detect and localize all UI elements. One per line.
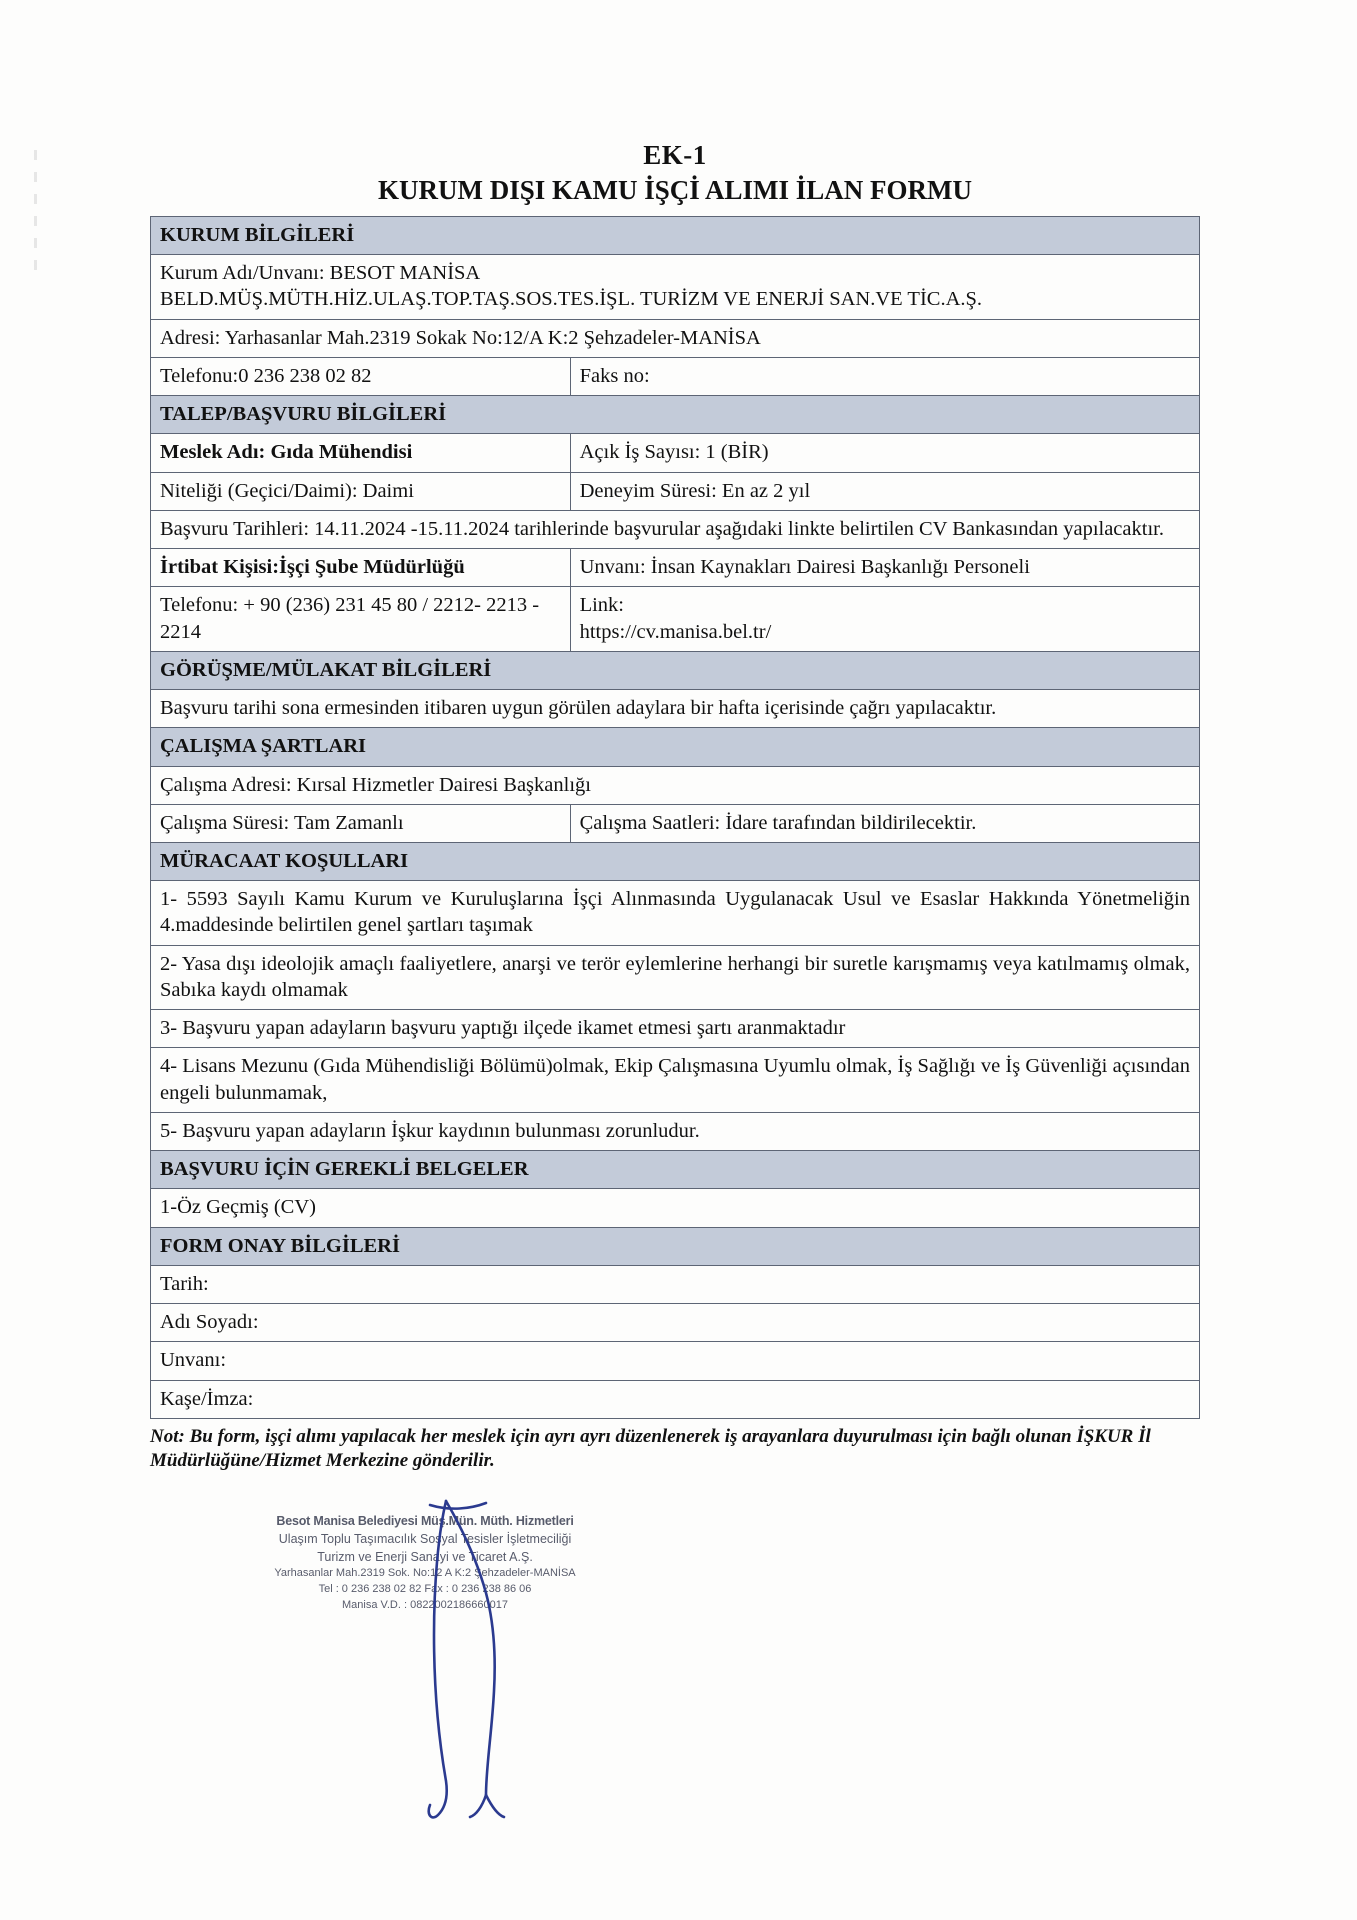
page-edge-marks xyxy=(34,150,37,270)
contact-person: İrtibat Kişisi:İşçi Şube Müdürlüğü xyxy=(151,549,571,587)
contact-person-title: Unvanı: İnsan Kaynakları Dairesi Başkanlığı Personeli xyxy=(570,549,1199,587)
section-header-interview: GÖRÜŞME/MÜLAKAT BİLGİLERİ xyxy=(151,651,1200,689)
table-row xyxy=(151,766,1200,804)
table-row xyxy=(151,1227,1200,1265)
interview-info: Başvuru tarihi sona ermesinden itibaren uygun görülen adaylara bir hafta içerisinde çağrı yapılacaktır. xyxy=(151,690,1200,728)
requirement-item: 5- Başvuru yapan adayların İşkur kaydının bulunması zorunludur. xyxy=(151,1112,1200,1150)
table-row xyxy=(151,1189,1200,1227)
work-hours: Çalışma Saatleri: İdare tarafından bildirilecektir. xyxy=(570,804,1199,842)
public-worker-recruitment-form xyxy=(150,216,1200,1419)
section-header-documents: BAŞVURU İÇİN GEREKLİ BELGELER xyxy=(151,1151,1200,1189)
table-row xyxy=(151,510,1200,548)
table-row xyxy=(151,1112,1200,1150)
table-row xyxy=(151,1265,1200,1303)
application-dates: Başvuru Tarihleri: 14.11.2024 -15.11.2024 tarihlerinde başvurular aşağıdaki linkte belirtilen CV Bankasından yapılacaktır. xyxy=(151,510,1200,548)
stamp-line-2: Ulaşım Toplu Taşımacılık Sosyal Tesisler İşletmeciliği xyxy=(278,1532,572,1547)
form-code: EK-1 xyxy=(643,140,707,170)
stamp-line-5: Tel : 0 236 238 02 82 Fax : 0 236 238 86 06 xyxy=(318,1583,532,1596)
table-row xyxy=(151,1380,1200,1418)
work-duration: Çalışma Süresi: Tam Zamanlı xyxy=(151,804,571,842)
table-row xyxy=(151,472,1200,510)
stamp-line-1: Besot Manisa Belediyesi Müş.Mün. Müth. Hizmetleri xyxy=(276,1514,574,1528)
section-header-institution: KURUM BİLGİLERİ xyxy=(151,217,1200,255)
institution-name-cell xyxy=(151,255,1200,319)
table-row xyxy=(151,804,1200,842)
application-link-cell xyxy=(570,587,1199,651)
table-row xyxy=(151,945,1200,1009)
employment-type: Niteliği (Geçici/Daimi): Daimi xyxy=(151,472,571,510)
requirement-item: 1- 5593 Sayılı Kamu Kurum ve Kuruluşlarına İşçi Alınmasında Uygulanacak Usul ve Esaslar Hakkında Yönetmeliğin 4.maddesinde belirtilen genel şartları taşımak xyxy=(151,881,1200,945)
table-row xyxy=(151,255,1200,319)
requirement-item: 2- Yasa dışı ideolojik amaçlı faaliyetlere, anarşi ve terör eylemlerine herhangi bir suretle karışmamış veya katılmamış olmak, Sabıka kaydı olmamak xyxy=(151,945,1200,1009)
section-header-request: TALEP/BAŞVURU BİLGİLERİ xyxy=(151,396,1200,434)
approval-field-date: Tarih: xyxy=(151,1265,1200,1303)
institution-fax: Faks no: xyxy=(570,357,1199,395)
application-link-label: Link: xyxy=(579,594,625,617)
approval-field-stamp-signature: Kaşe/İmza: xyxy=(151,1380,1200,1418)
table-row xyxy=(151,549,1200,587)
form-footnote: Not: Bu form, işçi alımı yapılacak her meslek için ayrı ayrı düzenlenerek iş arayanlara duyurulması için bağlı olunan İŞKUR İl Müdürlüğüne/Hizmet Merkezine gönderilir. xyxy=(150,1425,1151,1472)
institution-name-line2: BELD.MÜŞ.MÜTH.HİZ.ULAŞ.TOP.TAŞ.SOS.TES.İŞL. TURİZM VE ENERJİ SAN.VE TİC.A.Ş. xyxy=(160,288,983,311)
institution-name-line1: Kurum Adı/Unvanı: BESOT MANİSA xyxy=(160,262,481,285)
institution-phone: Telefonu:0 236 238 02 82 xyxy=(151,357,571,395)
table-row xyxy=(151,1151,1200,1189)
requirement-item: 3- Başvuru yapan adayların başvuru yaptığı ilçede ikamet etmesi şartı aranmaktadır xyxy=(151,1010,1200,1048)
table-row xyxy=(151,651,1200,689)
stamp-line-6: Manisa V.D. : 0822002186660017 xyxy=(342,1599,508,1612)
table-row xyxy=(151,1304,1200,1342)
open-positions: Açık İş Sayısı: 1 (BİR) xyxy=(570,434,1199,472)
work-address: Çalışma Adresi: Kırsal Hizmetler Dairesi Başkanlığı xyxy=(151,766,1200,804)
table-row xyxy=(151,396,1200,434)
form-sheet xyxy=(150,140,1200,1474)
table-row xyxy=(151,587,1200,651)
table-row xyxy=(151,1342,1200,1380)
section-header-approval: FORM ONAY BİLGİLERİ xyxy=(151,1227,1200,1265)
institution-address: Adresi: Yarhasanlar Mah.2319 Sokak No:12/A K:2 Şehzadeler-MANİSA xyxy=(151,319,1200,357)
experience-required: Deneyim Süresi: En az 2 yıl xyxy=(570,472,1199,510)
job-title: Meslek Adı: Gıda Mühendisi xyxy=(151,434,571,472)
table-row xyxy=(151,434,1200,472)
section-header-work-conditions: ÇALIŞMA ŞARTLARI xyxy=(151,728,1200,766)
table-row xyxy=(151,728,1200,766)
table-row xyxy=(151,357,1200,395)
section-header-requirements: MÜRACAAT KOŞULLARI xyxy=(151,842,1200,880)
requirement-item: 4- Lisans Mezunu (Gıda Mühendisliği Bölümü)olmak, Ekip Çalışmasına Uyumlu olmak, İş Sağlığı ve İş Güvenliği açısından engeli bulunmamak, xyxy=(151,1048,1200,1112)
stamp-line-3: Turizm ve Enerji Sanayi ve Ticaret A.Ş. xyxy=(317,1550,533,1565)
official-stamp xyxy=(215,1512,635,1614)
signature-mark xyxy=(390,1495,610,1825)
table-row xyxy=(151,690,1200,728)
table-row xyxy=(151,881,1200,945)
required-document-item: 1-Öz Geçmiş (CV) xyxy=(151,1189,1200,1227)
approval-field-title: Unvanı: xyxy=(151,1342,1200,1380)
stamp-line-4: Yarhasanlar Mah.2319 Sok. No:12 A K:2 Şehzadeler-MANİSA xyxy=(274,1567,576,1580)
table-row xyxy=(151,1010,1200,1048)
table-row xyxy=(151,217,1200,255)
table-row xyxy=(151,1048,1200,1112)
table-row xyxy=(151,842,1200,880)
table-row xyxy=(151,319,1200,357)
page-title: KURUM DIŞI KAMU İŞÇİ ALIMI İLAN FORMU xyxy=(377,175,973,205)
approval-field-name: Adı Soyadı: xyxy=(151,1304,1200,1342)
application-link-url[interactable]: https://cv.manisa.bel.tr/ xyxy=(579,620,772,643)
contact-phone: Telefonu: + 90 (236) 231 45 80 / 2212- 2213 - 2214 xyxy=(151,587,571,651)
